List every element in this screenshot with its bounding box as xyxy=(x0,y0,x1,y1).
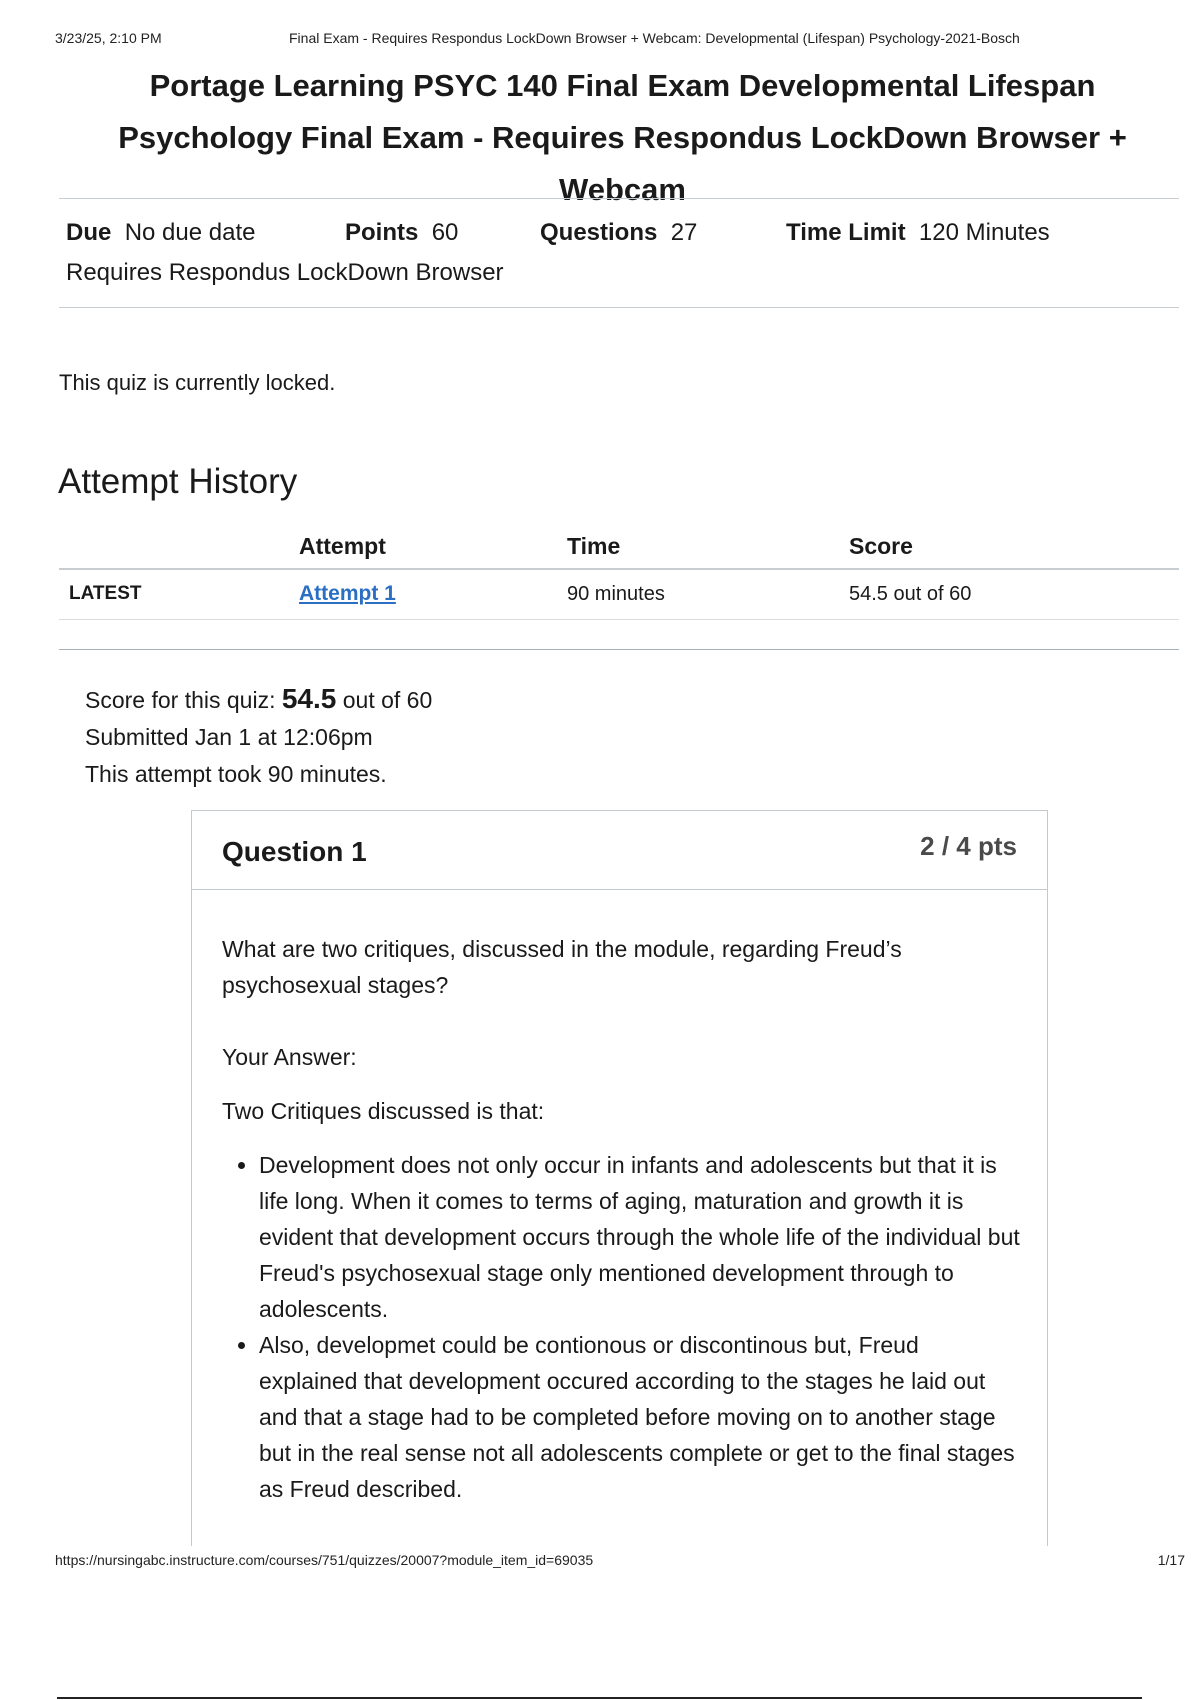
table-row xyxy=(59,570,1179,620)
score-value: 54.5 xyxy=(281,683,337,714)
questions-value: 27 xyxy=(670,219,698,246)
question-header xyxy=(192,811,1047,890)
points-label: Points xyxy=(345,219,419,246)
print-date: 3/23/25, 2:10 PM xyxy=(55,30,162,46)
due-label: Due xyxy=(66,219,112,246)
due-value: No due date xyxy=(124,219,256,246)
divider xyxy=(59,307,1179,308)
column-header-score: Score xyxy=(849,533,913,559)
attempt-history-heading: Attempt History xyxy=(58,462,298,501)
table-header-row xyxy=(59,525,1179,570)
question-text: What are two critiques, discussed in the module, regarding Freud’s psychosexual stages? xyxy=(222,936,902,998)
page-url: https://nursingabc.instructure.com/courses/751/quizzes/20007?module_item_id=69035 xyxy=(55,1552,594,1568)
attempt-cell xyxy=(299,570,396,618)
question-points: 2 / 4 pts xyxy=(920,831,1017,861)
attempt-duration: This attempt took 90 minutes. xyxy=(85,761,387,787)
attempt-summary xyxy=(85,680,432,793)
list-item: • Also, developmet could be contionous or discontinous but, Freud explained that development occured according to the stages he laid out and that a stage had to be completed before moving on to another stage but in the real sense not all adolescents complete or get to the final stages as Freud described. xyxy=(259,1327,1022,1507)
list-item: • Development does not only occur in infants and adolescents but that it is life long. When it comes to terms of aging, maturation and growth it is evident that development occurs through the whole life of the individual but Freud's psychosexual stage only mentioned development through to adolescents. xyxy=(259,1147,1022,1327)
page-title: Portage Learning PSYC 140 Final Exam Developmental Lifespan Psychology Final Exam - Requires Respondus LockDown Browser + Webcam xyxy=(118,68,1127,207)
questions-label: Questions xyxy=(540,219,658,246)
score-prefix: Score for this quiz: xyxy=(85,687,282,713)
score-suffix: out of 60 xyxy=(336,687,433,713)
score-cell: 54.5 out of 60 xyxy=(849,583,972,605)
latest-tag: LATEST xyxy=(69,583,142,604)
time-limit-detail xyxy=(786,219,1050,247)
attempt-history-table xyxy=(59,525,1179,620)
page-edge-line xyxy=(57,1697,1142,1699)
column-header-attempt: Attempt xyxy=(299,533,386,559)
column-header-time: Time xyxy=(567,533,621,559)
quiz-score xyxy=(85,680,432,719)
answer-list xyxy=(222,1147,1022,1507)
divider xyxy=(59,649,1179,650)
due-detail xyxy=(66,219,255,247)
lockdown-requirement: Requires Respondus LockDown Browser xyxy=(66,259,504,286)
question-title: Question 1 xyxy=(222,836,367,867)
points-detail xyxy=(345,219,458,247)
print-header xyxy=(55,30,1145,50)
print-document-title: Final Exam - Requires Respondus LockDown Browser + Webcam: Developmental (Lifespan) Psychology-2021-Bosch xyxy=(289,30,1020,46)
time-limit-label: Time Limit xyxy=(786,219,906,246)
attempt-1-link[interactable]: Attempt 1 xyxy=(299,582,396,605)
time-cell: 90 minutes xyxy=(567,583,665,605)
questions-detail xyxy=(540,219,697,247)
submitted-time: Submitted Jan 1 at 12:06pm xyxy=(85,724,373,750)
page-number: 1/17 xyxy=(1157,1552,1185,1568)
your-answer-label: Your Answer: xyxy=(222,1044,357,1070)
question-body xyxy=(222,931,1022,1507)
points-value: 60 xyxy=(431,219,459,246)
divider xyxy=(59,198,1179,199)
time-limit-value: 120 Minutes xyxy=(918,219,1050,246)
lock-notice: This quiz is currently locked. xyxy=(59,370,336,395)
question-card xyxy=(191,810,1048,1546)
answer-intro: Two Critiques discussed is that: xyxy=(222,1098,545,1124)
